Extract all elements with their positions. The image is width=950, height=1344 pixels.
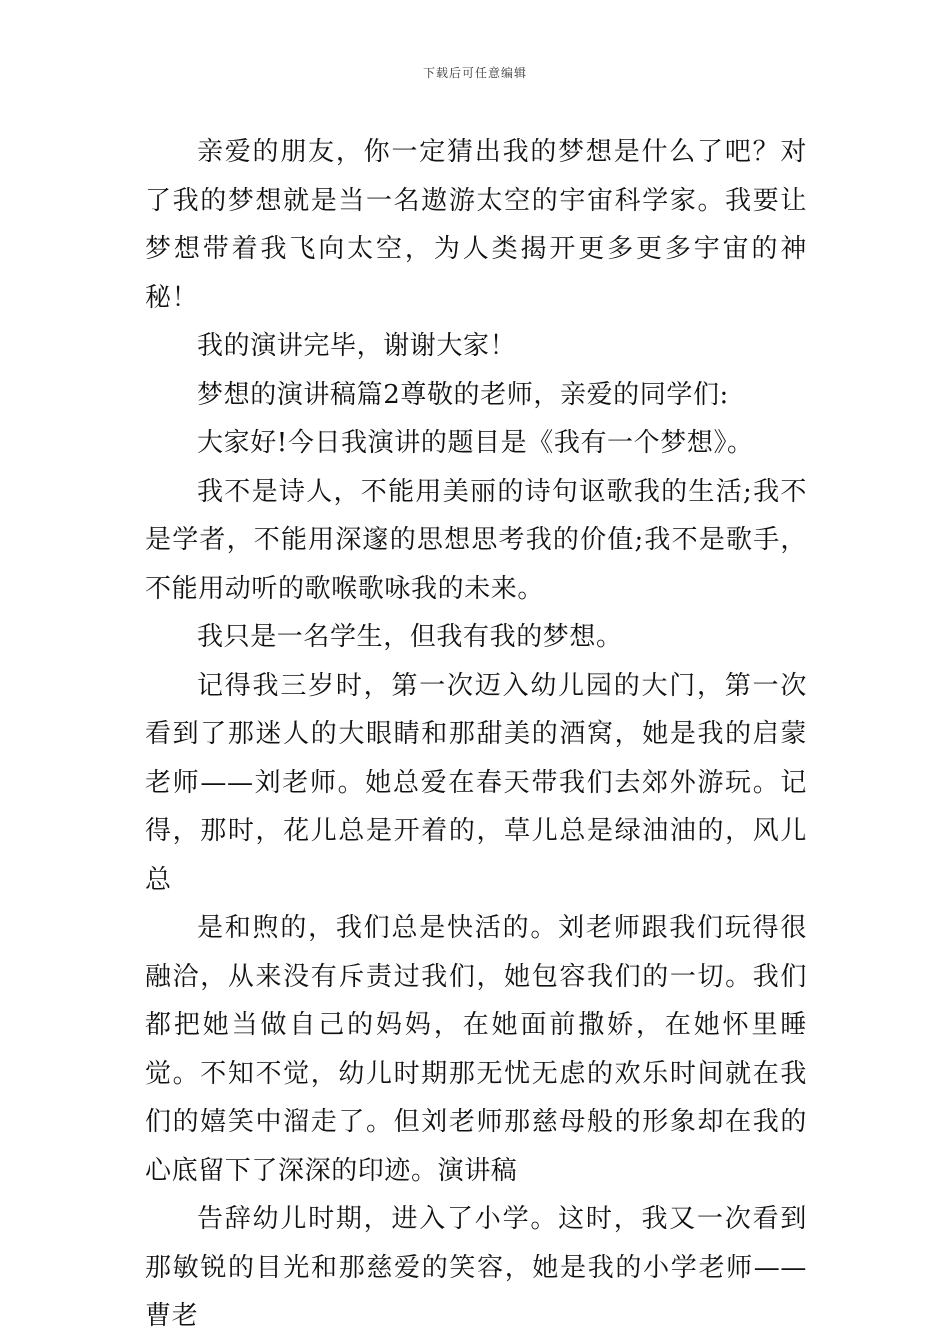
page-header: 下载后可任意编辑 (422, 66, 527, 80)
paragraph: 我不是诗人，不能用美丽的诗句讴歌我的生活;我不是学者，不能用深邃的思想思考我的价值;我不是歌手，不能用动听的歌喉歌咏我的未来。 (145, 476, 807, 604)
paragraph: 大家好!今日我演讲的题目是《我有一个梦想》。 (197, 428, 754, 458)
paragraph: 亲爱的朋友，你一定猜出我的梦想是什么了吧？对了我的梦想就是当一名遨游太空的宇宙科学家。我要让梦想带着我飞向太空，为人类揭开更多更多宇宙的神秘！ (145, 137, 807, 313)
paragraph: 梦想的演讲稿篇2尊敬的老师，亲爱的同学们: (197, 379, 729, 410)
paragraph: 记得我三岁时，第一次迈入幼儿园的大门，第一次看到了那迷人的大眼睛和那甜美的酒窝，她是我的启蒙老师——刘老师。她总爱在春天带我们去郊外游玩。记得，那时，花儿总是开着的，草儿总是绿油油的，风儿总 (145, 670, 807, 895)
paragraph: 是和煦的，我们总是快活的。刘老师跟我们玩得很融洽，从来没有斥责过我们，她包容我们的一切。我们都把她当做自己的妈妈，在她面前撒娇，在她怀里睡觉。不知不觉，幼儿时期那无忧无虑的欢乐时间就在我们的嬉笑中溜走了。但刘老师那慈母般的形象却在我的心底留下了深深的印迹。演讲稿 (145, 913, 807, 1186)
paragraph: 我的演讲完毕，谢谢大家！ (197, 331, 517, 361)
paragraph: 我只是一名学生，但我有我的梦想。 (197, 622, 623, 652)
paragraph: 告辞幼儿时期，进入了小学。这时，我又一次看到那敏锐的目光和那慈爱的笑容，她是我的小学老师——曹老 (145, 1204, 807, 1331)
document-body (145, 128, 807, 1341)
